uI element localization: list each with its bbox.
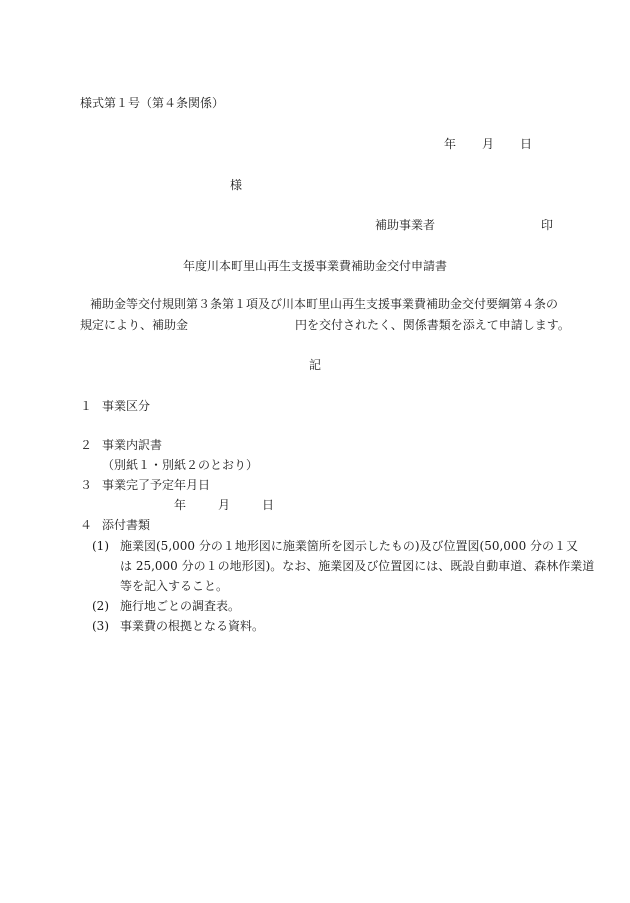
body-line2-end: 円を交付されたく、関係書類を添えて申請します。 xyxy=(295,318,570,332)
item-business-category xyxy=(80,398,150,414)
attachment-3 xyxy=(92,618,264,634)
item-completion-date xyxy=(80,477,210,493)
item-attachments xyxy=(80,517,150,533)
item-label: 事業区分 xyxy=(102,399,151,413)
item-breakdown xyxy=(80,437,162,453)
item-label: 添付書類 xyxy=(102,518,151,532)
body-line2-start: 規定により、補助金 xyxy=(80,318,189,332)
item-number: ３ xyxy=(80,478,93,492)
form-number: 様式第１号（第４条関係） xyxy=(80,96,225,110)
attachment-number: (3) xyxy=(92,619,109,633)
attachment-number: (2) xyxy=(92,599,109,613)
item-number: １ xyxy=(80,399,93,413)
completion-day: 日 xyxy=(262,498,275,512)
item-number: ４ xyxy=(80,518,93,532)
attachment-text: 施行地ごとの調査表。 xyxy=(120,599,241,613)
item-breakdown-note: （別紙１・別紙２のとおり） xyxy=(102,458,259,472)
attachment-1-continued: 等を記入すること。 xyxy=(120,579,229,593)
item-number: ２ xyxy=(80,438,93,452)
applicant-label: 補助事業者 xyxy=(375,218,436,232)
attachment-1-continued: は 25,000 分の１の地形図)。なお、施業図及び位置図には、既設自動車道、森林作業道 xyxy=(120,559,595,573)
document-title: 年度川本町里山再生支援事業費補助金交付申請書 xyxy=(182,259,447,273)
attachment-text: 施業図(5,000 分の１地形図に施業箇所を図示したもの)及び位置図(50,000 分の１又 xyxy=(120,539,579,553)
addressee-honorific: 様 xyxy=(230,178,243,192)
attachment-1 xyxy=(92,538,578,554)
date-month: 月 xyxy=(482,137,495,151)
item-label: 事業完了予定年月日 xyxy=(102,478,211,492)
completion-year: 年 xyxy=(174,498,187,512)
date-line xyxy=(444,136,532,152)
attachment-text: 事業費の根拠となる資料。 xyxy=(120,619,265,633)
body-text-line-1: 補助金等交付規則第３条第１項及び川本町里山再生支援事業費補助金交付要綱第４条の xyxy=(90,297,559,311)
applicant-line xyxy=(375,217,553,233)
item-label: 事業内訳書 xyxy=(102,438,163,452)
seal-mark: 印 xyxy=(540,218,553,232)
date-year: 年 xyxy=(444,137,457,151)
body-text-line-2 xyxy=(80,317,570,333)
completion-date-fields xyxy=(174,497,274,513)
attachment-number: (1) xyxy=(92,539,109,553)
date-day: 日 xyxy=(520,137,533,151)
attachment-2 xyxy=(92,598,240,614)
ki-heading: 記 xyxy=(308,358,321,372)
completion-month: 月 xyxy=(218,498,231,512)
